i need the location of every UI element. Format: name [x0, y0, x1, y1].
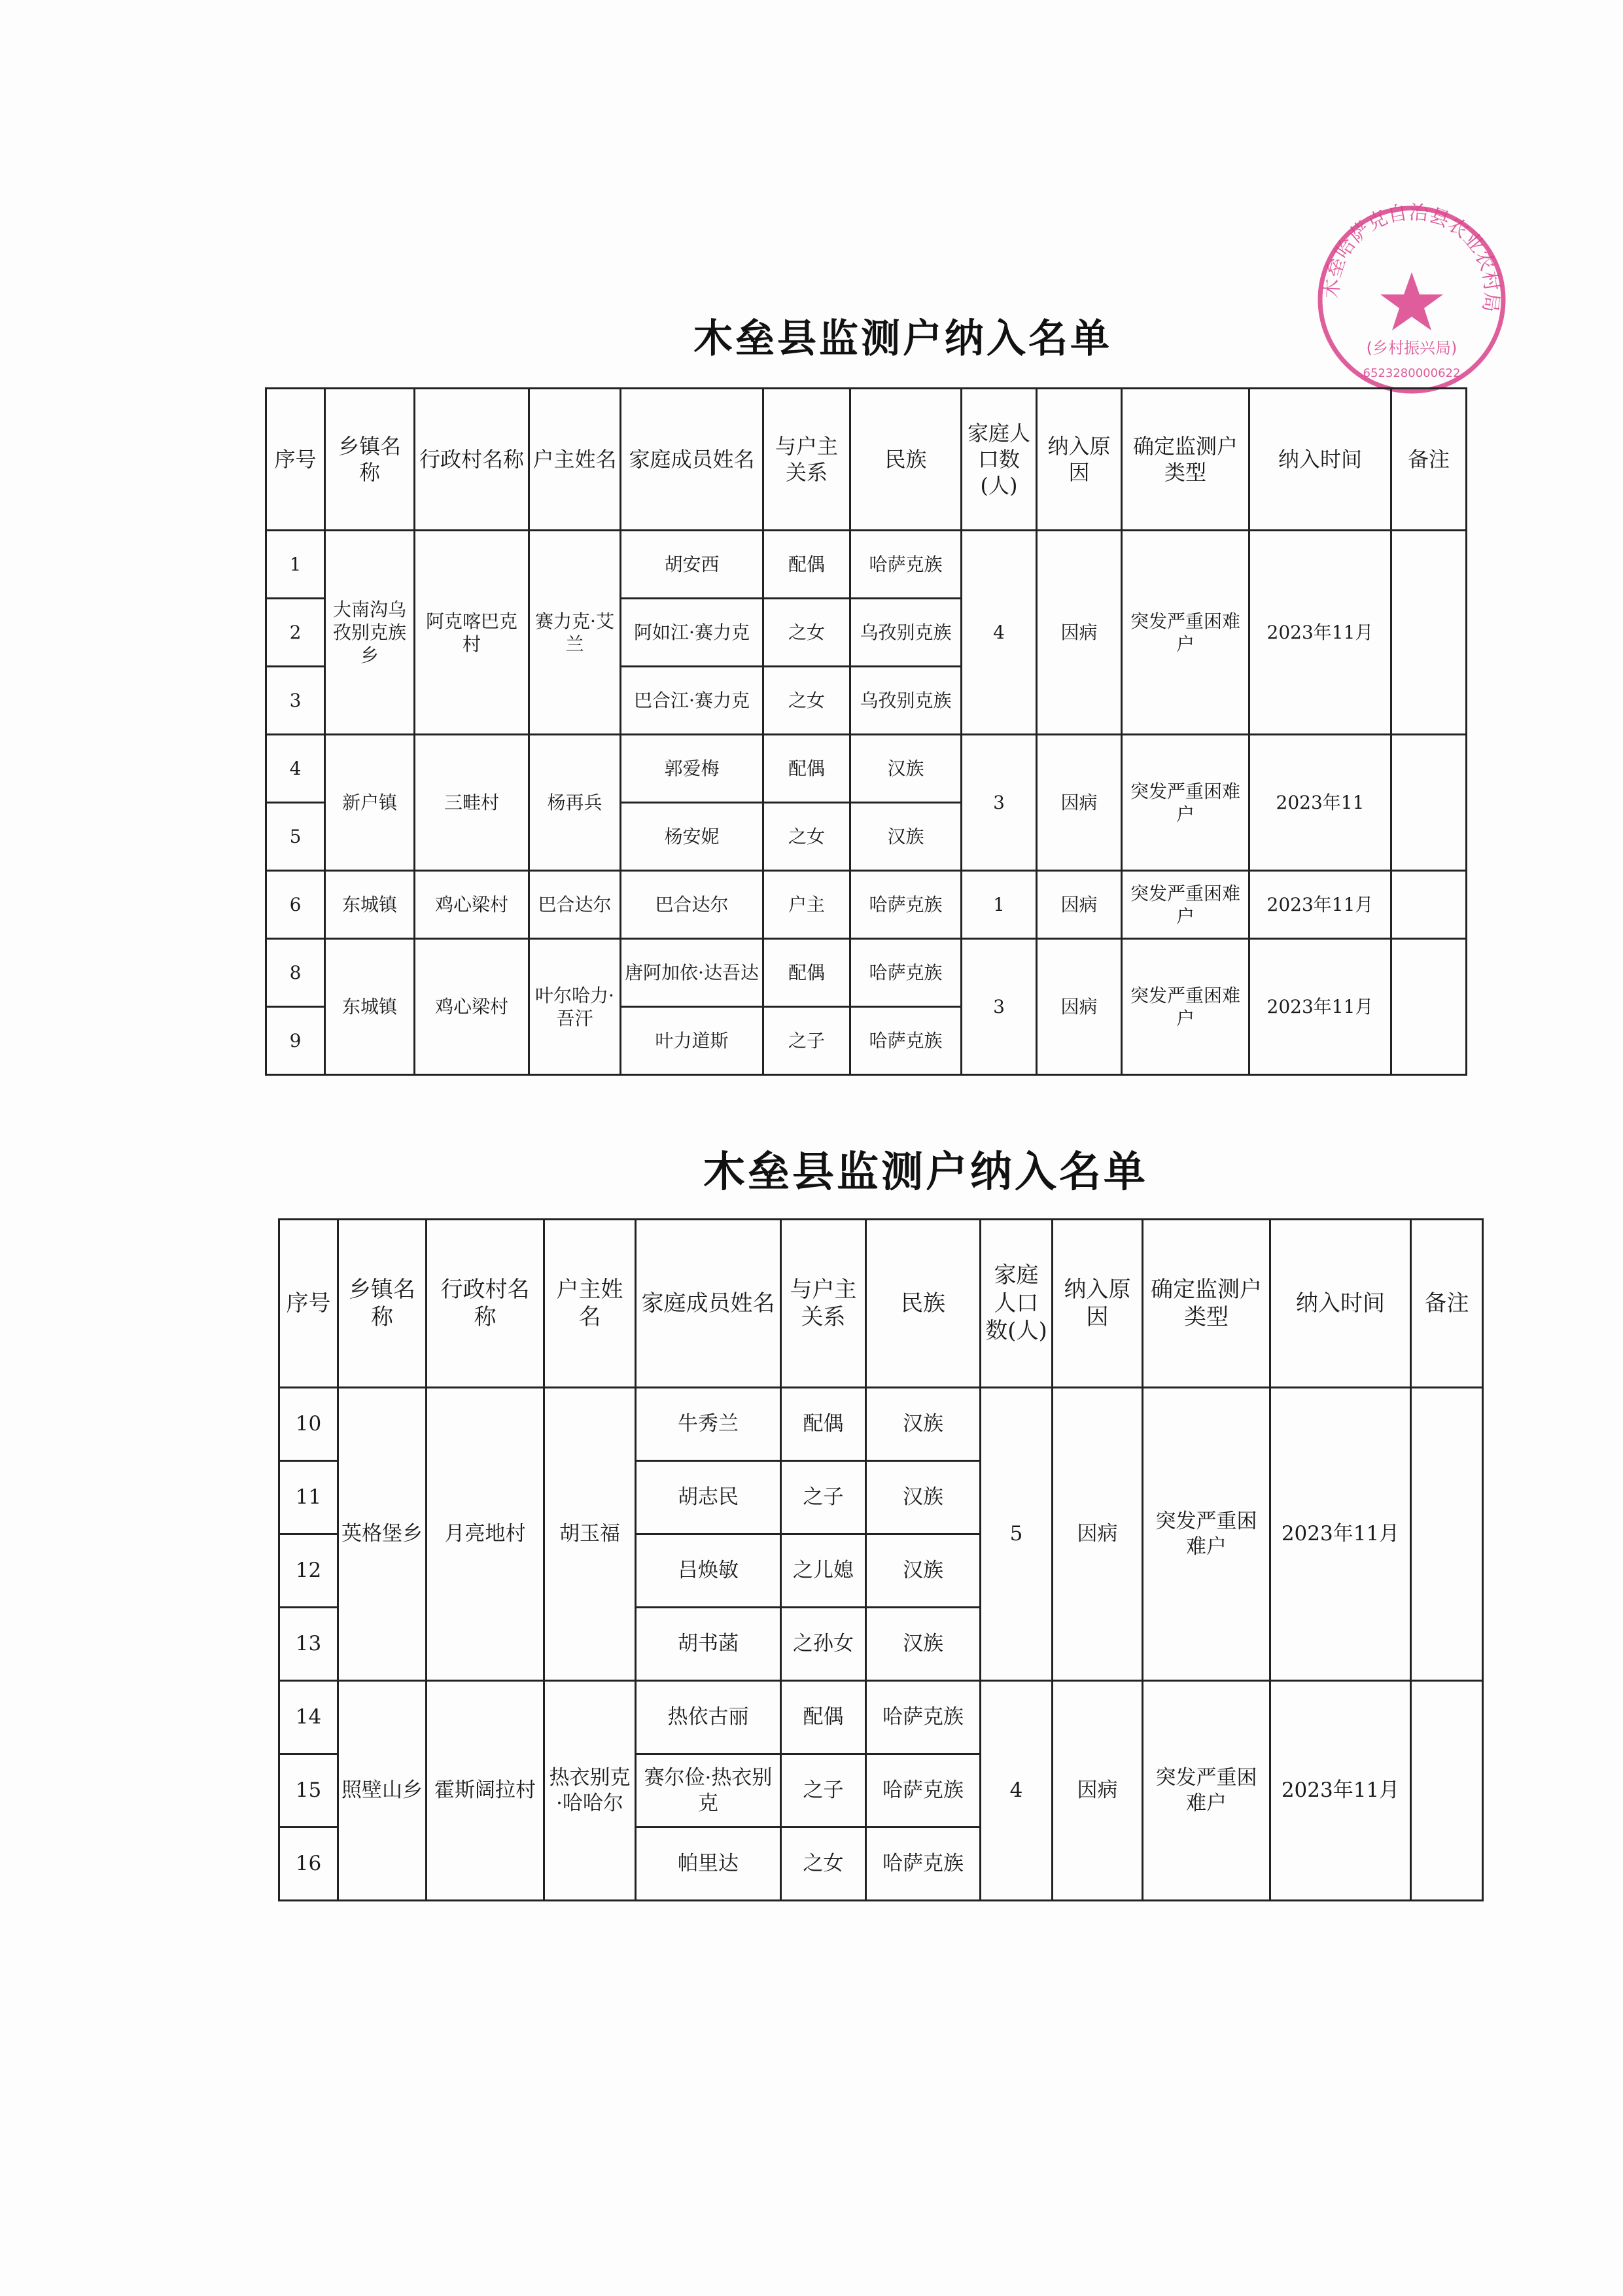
monitor-type-cell: 突发严重困难户 — [1122, 735, 1249, 871]
household-size-cell: 5 — [981, 1388, 1053, 1681]
include-time-cell: 2023年11月 — [1249, 531, 1391, 735]
header-ethnicity: 民族 — [866, 1220, 981, 1388]
table-row — [266, 735, 1467, 803]
reason-cell: 因病 — [1037, 735, 1122, 871]
village-cell: 霍斯阔拉村 — [427, 1681, 544, 1901]
relation-cell: 户主 — [763, 871, 850, 939]
seq-cell: 15 — [279, 1754, 338, 1828]
header-include-time: 纳入时间 — [1249, 389, 1391, 531]
include-time-cell: 2023年11 — [1249, 735, 1391, 871]
household-head-cell: 赛力克·艾兰 — [529, 531, 621, 735]
list-title-1: 木垒县监测户纳入名单 — [693, 316, 1112, 362]
ethnicity-cell: 汉族 — [866, 1608, 981, 1681]
seq-cell: 5 — [266, 803, 325, 871]
village-cell: 月亮地村 — [427, 1388, 544, 1681]
member-name-cell: 郭爱梅 — [621, 735, 763, 803]
remarks-cell — [1391, 871, 1467, 939]
reason-cell: 因病 — [1053, 1388, 1143, 1681]
table-row — [266, 871, 1467, 939]
household-size-cell: 1 — [962, 871, 1037, 939]
township-cell: 英格堡乡 — [338, 1388, 427, 1681]
table-body — [266, 531, 1467, 1075]
relation-cell: 配偶 — [763, 531, 850, 599]
village-cell: 阿克喀巴克村 — [415, 531, 529, 735]
monitor-type-cell: 突发严重困难户 — [1143, 1388, 1270, 1681]
relation-cell: 之女 — [763, 803, 850, 871]
header-reason: 纳入原因 — [1053, 1220, 1143, 1388]
member-name-cell: 巴合达尔 — [621, 871, 763, 939]
remarks-cell — [1411, 1388, 1483, 1681]
monitor-type-cell: 突发严重困难户 — [1122, 939, 1249, 1075]
seq-cell: 6 — [266, 871, 325, 939]
relation-cell: 之女 — [781, 1828, 866, 1901]
village-cell: 三畦村 — [415, 735, 529, 871]
township-cell: 新户镇 — [325, 735, 415, 871]
header-township: 乡镇名称 — [325, 389, 415, 531]
header-household-size: 家庭人口数(人) — [962, 389, 1037, 531]
ethnicity-cell: 哈萨克族 — [866, 1681, 981, 1754]
header-household-head: 户主姓名 — [544, 1220, 636, 1388]
ethnicity-cell: 汉族 — [866, 1461, 981, 1534]
header-relation: 与户主关系 — [781, 1220, 866, 1388]
relation-cell: 之儿媳 — [781, 1534, 866, 1608]
header-seq: 序号 — [279, 1220, 338, 1388]
table-row — [279, 1681, 1483, 1754]
ethnicity-cell: 汉族 — [866, 1388, 981, 1461]
ethnicity-cell: 哈萨克族 — [850, 871, 962, 939]
reason-cell: 因病 — [1037, 871, 1122, 939]
township-cell: 大南沟乌孜别克族乡 — [325, 531, 415, 735]
household-head-cell: 杨再兵 — [529, 735, 621, 871]
seq-cell: 12 — [279, 1534, 338, 1608]
ethnicity-cell: 乌孜别克族 — [850, 599, 962, 667]
table-header-row — [266, 389, 1467, 531]
header-remarks: 备注 — [1391, 389, 1467, 531]
seq-cell: 10 — [279, 1388, 338, 1461]
remarks-cell — [1411, 1681, 1483, 1901]
header-ethnicity: 民族 — [850, 389, 962, 531]
relation-cell: 配偶 — [763, 735, 850, 803]
seq-cell: 14 — [279, 1681, 338, 1754]
member-name-cell: 胡志民 — [636, 1461, 781, 1534]
official-seal-stamp — [1314, 202, 1510, 398]
seq-cell: 16 — [279, 1828, 338, 1901]
village-cell: 鸡心梁村 — [415, 871, 529, 939]
ethnicity-cell: 汉族 — [866, 1534, 981, 1608]
seq-cell: 3 — [266, 667, 325, 735]
header-relation: 与户主关系 — [763, 389, 850, 531]
ethnicity-cell: 汉族 — [850, 735, 962, 803]
svg-text:6523280000622: 6523280000622 — [1363, 366, 1461, 380]
seq-cell: 9 — [266, 1007, 325, 1075]
header-member-name: 家庭成员姓名 — [621, 389, 763, 531]
include-time-cell: 2023年11月 — [1270, 1388, 1411, 1681]
header-reason: 纳入原因 — [1037, 389, 1122, 531]
header-monitor-type: 确定监测户类型 — [1122, 389, 1249, 531]
header-monitor-type: 确定监测户类型 — [1143, 1220, 1270, 1388]
relation-cell: 之子 — [781, 1461, 866, 1534]
relation-cell: 配偶 — [781, 1681, 866, 1754]
ethnicity-cell: 乌孜别克族 — [850, 667, 962, 735]
include-time-cell: 2023年11月 — [1249, 871, 1391, 939]
monitoring-list-table-2 — [278, 1218, 1484, 1901]
member-name-cell: 唐阿加依·达吾达 — [621, 939, 763, 1007]
seq-cell: 13 — [279, 1608, 338, 1681]
reason-cell: 因病 — [1037, 939, 1122, 1075]
header-household-head: 户主姓名 — [529, 389, 621, 531]
relation-cell: 配偶 — [781, 1388, 866, 1461]
member-name-cell: 赛尔俭·热衣别克 — [636, 1754, 781, 1828]
ethnicity-cell: 哈萨克族 — [850, 939, 962, 1007]
seq-cell: 11 — [279, 1461, 338, 1534]
header-village: 行政村名称 — [427, 1220, 544, 1388]
relation-cell: 之孙女 — [781, 1608, 866, 1681]
remarks-cell — [1391, 939, 1467, 1075]
ethnicity-cell: 哈萨克族 — [866, 1828, 981, 1901]
household-head-cell: 热衣别克·哈哈尔 — [544, 1681, 636, 1901]
list-title-2: 木垒县监测户纳入名单 — [703, 1148, 1148, 1197]
reason-cell: 因病 — [1037, 531, 1122, 735]
member-name-cell: 杨安妮 — [621, 803, 763, 871]
header-village: 行政村名称 — [415, 389, 529, 531]
township-cell: 照壁山乡 — [338, 1681, 427, 1901]
remarks-cell — [1391, 735, 1467, 871]
remarks-cell — [1391, 531, 1467, 735]
member-name-cell: 吕焕敏 — [636, 1534, 781, 1608]
seq-cell: 1 — [266, 531, 325, 599]
seq-cell: 2 — [266, 599, 325, 667]
household-size-cell: 3 — [962, 939, 1037, 1075]
member-name-cell: 胡书菡 — [636, 1608, 781, 1681]
household-head-cell: 叶尔哈力·吾汗 — [529, 939, 621, 1075]
monitor-type-cell: 突发严重困难户 — [1122, 531, 1249, 735]
seq-cell: 4 — [266, 735, 325, 803]
relation-cell: 之女 — [763, 667, 850, 735]
relation-cell: 之女 — [763, 599, 850, 667]
member-name-cell: 叶力道斯 — [621, 1007, 763, 1075]
ethnicity-cell: 哈萨克族 — [850, 531, 962, 599]
monitor-type-cell: 突发严重困难户 — [1143, 1681, 1270, 1901]
seq-cell: 8 — [266, 939, 325, 1007]
header-member-name: 家庭成员姓名 — [636, 1220, 781, 1388]
header-include-time: 纳入时间 — [1270, 1220, 1411, 1388]
table-body — [279, 1388, 1483, 1901]
household-head-cell: 巴合达尔 — [529, 871, 621, 939]
table-row — [266, 939, 1467, 1007]
ethnicity-cell: 哈萨克族 — [850, 1007, 962, 1075]
member-name-cell: 巴合江·赛力克 — [621, 667, 763, 735]
relation-cell: 之子 — [763, 1007, 850, 1075]
ethnicity-cell: 汉族 — [850, 803, 962, 871]
header-seq: 序号 — [266, 389, 325, 531]
township-cell: 东城镇 — [325, 871, 415, 939]
monitoring-list-table-1 — [265, 387, 1467, 1076]
ethnicity-cell: 哈萨克族 — [866, 1754, 981, 1828]
header-household-size: 家庭人口数(人) — [981, 1220, 1053, 1388]
household-size-cell: 4 — [981, 1681, 1053, 1901]
township-cell: 东城镇 — [325, 939, 415, 1075]
table-row — [279, 1388, 1483, 1461]
header-remarks: 备注 — [1411, 1220, 1483, 1388]
member-name-cell: 阿如江·赛力克 — [621, 599, 763, 667]
reason-cell: 因病 — [1053, 1681, 1143, 1901]
member-name-cell: 牛秀兰 — [636, 1388, 781, 1461]
household-size-cell: 4 — [962, 531, 1037, 735]
include-time-cell: 2023年11月 — [1270, 1681, 1411, 1901]
member-name-cell: 胡安西 — [621, 531, 763, 599]
header-township: 乡镇名称 — [338, 1220, 427, 1388]
svg-text:(乡村振兴局): (乡村振兴局) — [1366, 339, 1457, 357]
include-time-cell: 2023年11月 — [1249, 939, 1391, 1075]
svg-text:木垒哈萨克自治县农业农村局: 木垒哈萨克自治县农业农村局 — [1320, 202, 1503, 314]
relation-cell: 之子 — [781, 1754, 866, 1828]
table-row — [266, 531, 1467, 599]
table-header-row — [279, 1220, 1483, 1388]
member-name-cell: 帕里达 — [636, 1828, 781, 1901]
household-size-cell: 3 — [962, 735, 1037, 871]
relation-cell: 配偶 — [763, 939, 850, 1007]
village-cell: 鸡心梁村 — [415, 939, 529, 1075]
member-name-cell: 热依古丽 — [636, 1681, 781, 1754]
household-head-cell: 胡玉福 — [544, 1388, 636, 1681]
monitor-type-cell: 突发严重困难户 — [1122, 871, 1249, 939]
